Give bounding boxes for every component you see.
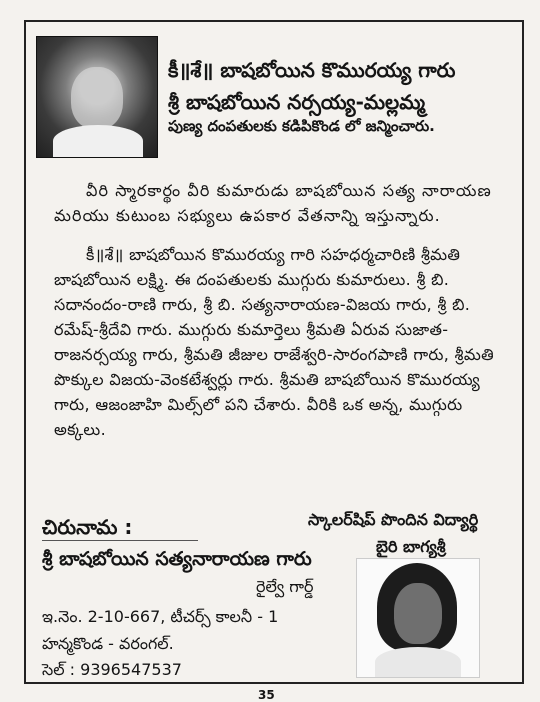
student-photo <box>356 558 480 678</box>
biography-text <box>54 178 502 442</box>
birth-line: పుణ్య దంపతులకు కడిపికొండ లో జన్మించారు. <box>168 117 435 135</box>
paragraph-1: వీరి స్మారకార్థం వీరి కుమారుడు బాషబోయిన సత్య నారాయణ మరియు కుటుంబ సభ్యులు ఉపకార వేతనాన్ని ఇస్తున్నారు. <box>54 181 492 225</box>
address-line-3: హన్మకొండ - వరంగల్. <box>42 634 174 653</box>
portrait-photo <box>36 36 158 158</box>
parents-name: శ్రీ బాషబోయిన నర్సయ్య-మల్లమ్మ <box>168 90 426 114</box>
student-photo-collar <box>375 647 461 677</box>
scholarship-title: స్కాలర్‌షిప్ పొందిన విద్యార్థి <box>308 510 479 529</box>
address-label: చిరునామ : <box>42 515 133 539</box>
paragraph-2: కీ॥శే॥ బాషబోయిన కొమురయ్య గారి సహధర్మచారిణి శ్రీమతి బాషబోయిన లక్ష్మి. ఈ దంపతులకు ముగ్గురు కుమారులు. శ్రీ బి. సదానందం-రాణి గారు, శ్రీ బి. సత్యనారాయణ-విజయ గారు, శ్రీ బి. రమేష్-శ్రీదేవి గారు. ముగ్గురు కుమార్తెలు శ్రీమతి ఏరువ సుజాత- రాజనర్సయ్య గారు, శ్రీమతి జీజుల రాజేశ్వరి-సారంగపాణి గారు, శ్రీమతి పొక్కుల విజయ-వెంకటేశ్వర్లు గారు. శ్రీమతి బాషబోయిన కొమురయ్య గారు, ఆజంజాహి మిల్స్‌లో పని చేశారు. వీరికి ఒక అన్న, ముగ్గురు అక్కలు. <box>54 245 494 439</box>
address-line-4: సెల్ : 9396547537 <box>42 660 182 679</box>
address-name: శ్రీ బాషబోయిన సత్యనారాయణ గారు <box>42 548 312 570</box>
address-line-1: రైల్వే గార్డ్ <box>256 577 314 596</box>
address-line-2: ఇ.నెం. 2-10-667, టీచర్స్ కాలనీ - 1 <box>42 607 279 626</box>
address-divider <box>42 540 198 541</box>
memorial-name: కీ॥శే॥ బాషబోయిన కొమురయ్య గారు <box>168 58 456 82</box>
scholar-name: బైరి బాగ్యశ్రీ <box>376 537 446 556</box>
page-number: 35 <box>258 688 275 702</box>
